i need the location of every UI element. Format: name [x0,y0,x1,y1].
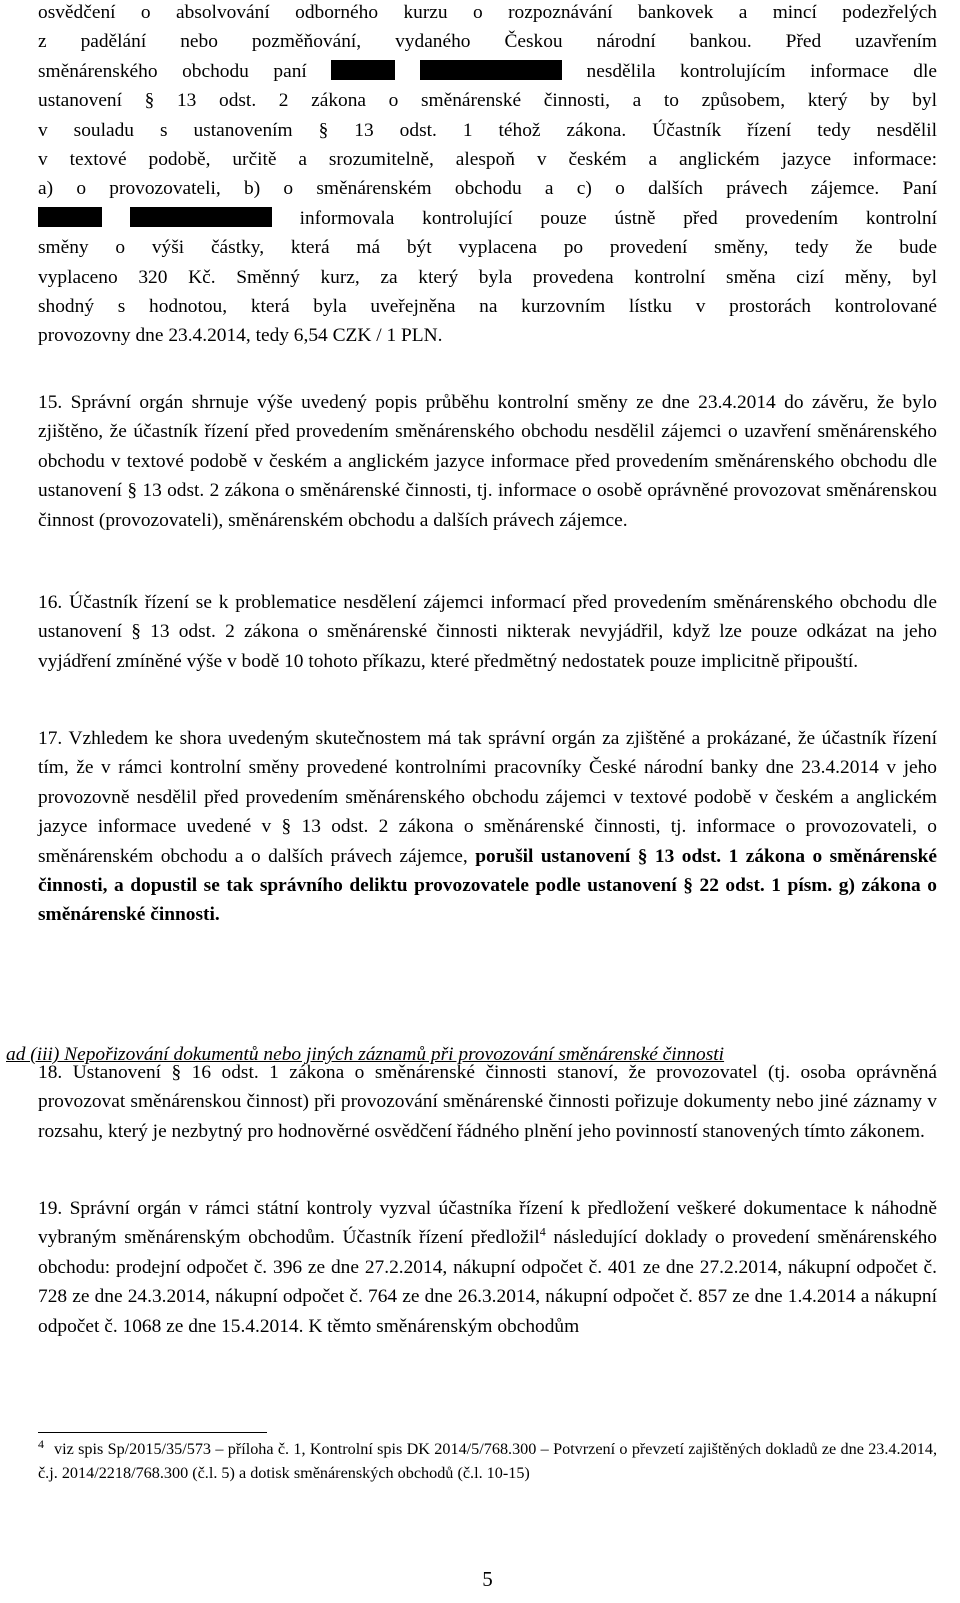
paragraph-body: následující doklady o provedení směnárenského obchodu: prodejní odpočet č. 396 ze dne 27.2.2014, nákupní odpočet č. 401 ze dne 27.2.2014, nákupní odpočet č. 728 ze dne 24.3.2014, nákupní odpočet č. 764 ze dne 26.3.2014, nákupní odpočet č. 857 ze dne 1.4.2014 a nákupní odpočet č. 1068 ze dne 15.4.2014. K těmto směnárenským obchodům [38,1227,937,1337]
paragraph-number: 19. [38,1198,63,1219]
redaction-block [331,60,395,80]
text-line: shodný s hodnotou, která byla uveřejněna na kurzovním lístku v prostorách kontrolované [38,296,937,318]
text-fragment: v souladu s ustanovením § 13 odst. 1 téhož zákona. [38,119,627,141]
page-number: 5 [482,1567,493,1591]
redaction-block [38,207,102,227]
text-fragment: Paní [902,178,937,200]
text-line: v textové podobě, určitě a srozumitelně, alespoň v českém a anglickém jazyce informace: [38,149,937,171]
paragraph-number: 16. [38,592,63,613]
paragraph-bold-conclusion: porušil ustanovení § 13 odst. 1 zákona o směnárenské činnosti, a dopustil se tak správního deliktu provozovatele podle ustanovení § 22 odst. 1 písm. g) zákona o směnárenské činnosti. [38,845,938,926]
text-fragment: směnárenského obchodu paní [38,60,307,82]
paragraph-15 [38,388,937,535]
footnote-reference[interactable]: 4 [539,1224,546,1239]
paragraph-continued [38,0,937,351]
text-fragment: Směnný kurz, za který byla provedena kontrolní směna cizí měny, byl [236,266,937,288]
text-line: z padělání nebo pozměňování, vydaného Českou národní bankou. Před uzavřením [38,31,937,53]
paragraph-number: 17. [38,728,63,749]
paragraph-body: Účastník řízení se k problematice nesdělení zájemci informací před provedením směnárenského obchodu dle ustanovení § 13 odst. 2 zákona o směnárenské činnosti nikterak nevyjádřil, když lze pouze odkázat na jeho vyjádření zmíněné výše v bodě 10 tohoto příkazu, které předmětný nedostatek pouze implicitně připouští. [38,592,937,672]
paragraph-text [38,388,937,535]
paragraph-body: Ustanovení § 16 odst. 1 zákona o směnárenské činnosti stanoví, že provozovatel (tj. osoba oprávněná provozovat směnárenskou činnost) při provozování směnárenské činnosti pořizuje dokumenty nebo jiné záznamy v rozsahu, který je nezbytný pro hodnověrné osvědčení řádného plnění jeho povinností stanovených tímto zákonem. [38,1062,937,1142]
footnote-number: 4 [38,1436,44,1451]
text-fragment: a) o provozovateli, b) o směnárenském obchodu a c) o dalších právech zájemce. [38,178,880,200]
paragraph-18 [38,1058,937,1146]
text-line [38,204,937,233]
paragraph-text [38,1058,937,1146]
paragraph-16 [38,588,937,676]
text-line: osvědčení o absolvování odborného kurzu o rozpoznávání bankovek a mincí podezřelých [38,2,937,23]
footnote [38,1437,937,1485]
paragraph-number: 15. [38,392,63,413]
paragraph-text [38,724,937,930]
text-line [38,116,937,145]
text-line: provozovny dne 23.4.2014, tedy 6,54 CZK / 1 PLN. [38,325,443,347]
footnote-text: viz spis Sp/2015/35/573 – příloha č. 1, Kontrolní spis DK 2014/5/768.300 – Potvrzení o převzetí zajištěných dokladů ze dne 23.4.2014, č.j. 2014/2218/768.300 (č.l. 5) a dotisk směnárenských obchodů (č.l. 10-15) [38,1440,937,1482]
text-line [38,57,937,86]
text-fragment: nesdělila kontrolujícím informace dle [586,60,937,82]
paragraph-number: 18. [38,1062,63,1083]
section-heading-text: ad (iii) Nepořizování dokumentů nebo jiných záznamů při provozování směnárenské činnosti [6,1044,725,1065]
paragraph-17 [38,724,937,930]
paragraph-text [38,1194,937,1341]
text-fragment: vyplaceno 320 Kč. [38,266,216,288]
text-line [38,174,937,203]
text-line: ustanovení § 13 odst. 2 zákona o směnárenské činnosti, a to způsobem, který by byl [38,90,937,112]
footnote-separator [38,1432,267,1433]
paragraph-body: Správní orgán v rámci státní kontroly vyzval účastníka řízení k předložení veškeré dokumentace k náhodně vybraným směnárenským obchodům. Účastník řízení předložil [38,1198,937,1249]
text-line: směny o výši částky, která má být vyplacena po provedení směny, tedy že bude [38,237,937,259]
paragraph-body: Správní orgán shrnuje výše uvedený popis průběhu kontrolní směny ze dne 23.4.2014 do závěru, že bylo zjištěno, že účastník řízení před provedením směnárenského obchodu nesdělil zájemci o uzavření směnárenského obchodu v textové podobě v českém a anglickém jazyce informace před provedením směnárenského obchodu dle ustanovení § 13 odst. 2 zákona o směnárenské činnosti, tj. informace o osobě oprávněné provozovat směnárenskou činnost (provozovateli), směnárenském obchodu a dalších právech zájemce. [38,392,937,531]
redaction-block [420,60,562,80]
redaction-block [130,207,272,227]
paragraph-text [38,588,937,676]
text-line [38,263,937,292]
text-fragment: informovala kontrolující pouze ústně před provedením kontrolní [299,207,937,229]
paragraph-19 [38,1194,937,1341]
text-fragment: Účastník řízení tedy nesdělil [652,119,937,141]
paragraph-body: Vzhledem ke shora uvedeným skutečnostem má tak správní orgán za zjištěné a prokázané, že účastník řízení tím, že v rámci kontrolní směny provedené kontrolními pracovníky České národní banky dne 23.4.2014 v jeho provozovně nesdělil před provedením směnárenského obchodu zájemci v textové podobě v českém a anglickém jazyce informace uvedené v § 13 odst. 2 zákona o směnárenské činnosti, tj. informace o provozovateli, o směnárenském obchodu a o dalších právech zájemce, [38,728,938,867]
